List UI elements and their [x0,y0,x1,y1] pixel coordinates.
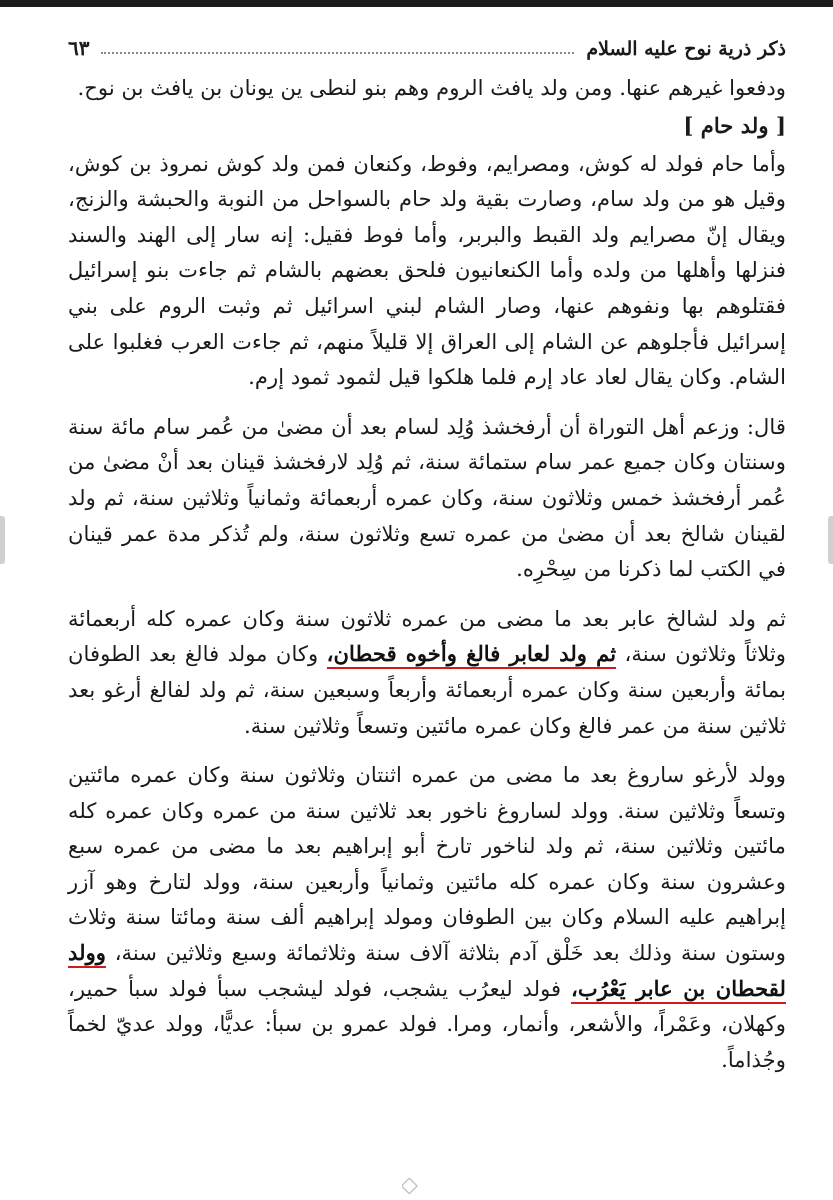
page-number: ٦٣ [68,36,90,60]
section-heading: [ ولد حام ] [683,112,786,138]
paragraph-2: قال: وزعم أهل التوراة أن أرفخشذ وُلِد لسام بعد أن مضىٰ من عُمر سام مائة سنة وسنتان وكان جميع عمر سام ستمائة سنة، ثم وُلِد لارفخشذ قينان بعد أنْ مضىٰ من عُمر أرفخشذ خمس وثلاثون سنة، وكان عمره أربعمائة وثمانياً وثلاثين سنة، ثم ولد لقينان شالخ بعد أن مضىٰ من عمره تسع وثلاثون سنة، ولم تُذكر مدة عمر قينان في الكتب لما ذكرنا من سِحْرِه. [68,413,786,582]
paragraph-3 [68,601,786,743]
header-dots [101,51,574,54]
underlined-phrase-qahtan: ثم ولد لعابر فالغ وأخوه قحطان، [327,641,616,669]
book-page [68,30,786,1077]
paragraph-3-end: وكان مولد فالغ بعد الطوفان بمائة وأربعين سنة وكان عمره أربعمائة وأربعاً وسبعين سنة، ثم ولد لفالغ أرغو بعد ثلاثين سنة من عمر فالغ وكان عمره مائتين وتسعاً وثلاثين سنة. [68,641,786,738]
chapter-title: ذكر ذرية نوح عليه السلام [586,38,786,60]
paragraph-3-start: ثم ولد لشالخ عابر بعد ما مضى من عمره ثلاثون سنة وكان عمره كله أربعمائة وثلاثاً وثلاثون سنة، [68,605,786,667]
left-edge-handle[interactable] [0,516,5,564]
underlined-phrase-yarub: وولد لقحطان بن عابر يَعْرُب، [68,940,786,1004]
paragraph-4-end: فولد ليعرُب يشجب، فولد ليشجب سبأ فولد سبأ حمير، وكهلان، وعَمْراً، والأشعر، وأنمار، ومرا. فولد عمرو بن سبأ: عديًّا، وولد عديّ لخماً وجُذاماً. [68,975,786,1072]
paragraph-0: ودفعوا غيرهم عنها. ومن ولد يافث الروم وهم بنو لنطى ين يونان بن يافث بن نوح. [77,75,786,100]
page-curl-icon [402,1178,418,1194]
paragraph-4 [68,757,786,1077]
right-edge-handle[interactable] [828,516,833,564]
paragraph-1: وأما حام فولد له كوش، ومصرايم، وفوط، وكنعان فمن ولد كوش نمروذ بن كوش، وقيل هو من ولد سام، وصارت بقية ولد حام بالسواحل من النوبة والحبشة والزنج، ويقال إنّ مصرايم ولد القبط والبربر، وأما فوط فقيل: إنه سار إلى الهند والسند فنزلها وأهلها من ولده وأما الكنعانيون فلحق بعضهم بالشام ثم جاءت بنو إسرائيل فقتلوهم بها ونفوهم عنها، وصار الشام لبني اسرائيل ثم وثبت الروم على بني إسرائيل فأجلوهم عن الشام إلى العراق إلا قليلاً منهم، ثم جاءت العرب فغلبوا على الشام. وكان يقال لعاد عاد إرم فلما هلكوا قيل لثمود ثمود إرم. [68,150,786,390]
status-bar [0,0,833,7]
page-header [68,30,786,60]
paragraph-4-start: وولد لأرغو ساروغ بعد ما مضى من عمره اثنتان وثلاثون سنة وكان عمره مائتين وتسعاً وثلاثين سنة. وولد لساروغ ناخور بعد ثلاثين سنة من عمره وكان عمره كله مائتين وثلاثين سنة، ثم ولد لناخور تارخ أبو إبراهيم بعد ما مضى من عمره سبع وعشرون سنة وكان عمره كله مائتين وثمانياً وأربعين سنة، وولد لتارخ وهو آزر إبراهيم عليه السلام وكان بين الطوفان ومولد إبراهيم ألف سنة ومائتا سنة وثلاث وستون سنة وذلك بعد خَلْق آدم بثلاثة آلاف سنة وثلاثمائة وسبع وثلاثين سنة، [68,762,786,966]
